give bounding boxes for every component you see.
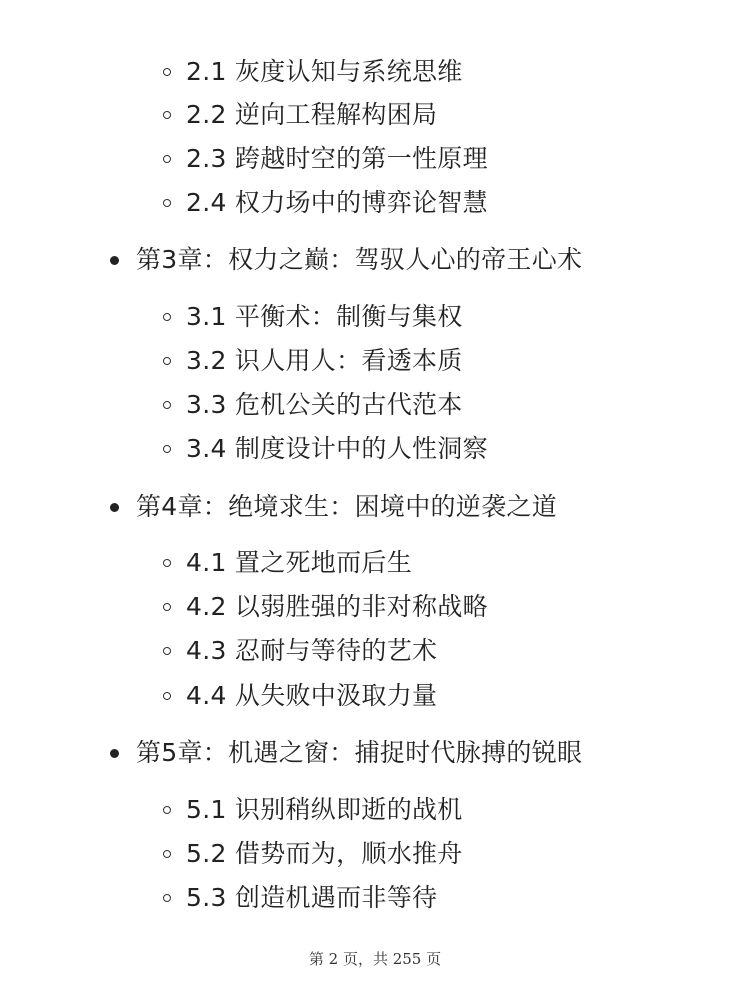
circle-bullet-icon xyxy=(163,111,171,119)
list-item xyxy=(163,139,488,179)
list-item xyxy=(163,676,437,716)
chapter-heading xyxy=(110,733,582,773)
circle-bullet-icon xyxy=(163,357,171,365)
list-item xyxy=(163,834,463,874)
list-item xyxy=(163,341,463,381)
toc-entry-label: 2.3 跨越时空的第一性原理 xyxy=(186,144,488,173)
list-item xyxy=(163,878,437,918)
circle-bullet-icon xyxy=(163,445,171,453)
list-item xyxy=(163,543,412,583)
circle-bullet-icon xyxy=(163,647,171,655)
toc-entry-label: 3.4 制度设计中的人性洞察 xyxy=(186,434,488,463)
toc-entry-label: 3.3 危机公关的古代范本 xyxy=(186,390,463,419)
disc-bullet-icon xyxy=(110,256,119,265)
toc-entry-label: 4.2 以弱胜强的非对称战略 xyxy=(186,592,488,621)
list-item xyxy=(163,790,463,830)
circle-bullet-icon xyxy=(163,199,171,207)
circle-bullet-icon xyxy=(163,850,171,858)
circle-bullet-icon xyxy=(163,401,171,409)
list-item xyxy=(163,587,488,627)
circle-bullet-icon xyxy=(163,68,171,76)
list-item xyxy=(163,429,488,469)
list-item xyxy=(163,183,488,223)
page-number-footer: 第 2 页，共 255 页 xyxy=(308,950,442,968)
chapter-heading xyxy=(110,240,582,280)
disc-bullet-icon xyxy=(110,749,119,758)
circle-bullet-icon xyxy=(163,692,171,700)
circle-bullet-icon xyxy=(163,313,171,321)
toc-entry-label: 4.4 从失败中汲取力量 xyxy=(186,681,438,710)
list-item xyxy=(163,297,463,337)
toc-entry-label: 5.3 创造机遇而非等待 xyxy=(186,883,438,912)
toc-chapter-label: 第4章：绝境求生：困境中的逆袭之道 xyxy=(136,492,558,521)
toc-entry-label: 3.1 平衡术：制衡与集权 xyxy=(186,302,463,331)
toc-entry-label: 5.1 识别稍纵即逝的战机 xyxy=(186,795,463,824)
circle-bullet-icon xyxy=(163,155,171,163)
toc-entry-label: 2.4 权力场中的博弈论智慧 xyxy=(186,188,488,217)
list-item xyxy=(163,385,463,425)
toc-entry-label: 4.1 置之死地而后生 xyxy=(186,548,413,577)
circle-bullet-icon xyxy=(163,603,171,611)
toc-chapter-label: 第3章：权力之巅：驾驭人心的帝王心术 xyxy=(136,245,583,274)
toc-entry-label: 5.2 借势而为，顺水推舟 xyxy=(186,839,463,868)
toc-entry-label: 2.1 灰度认知与系统思维 xyxy=(186,57,463,86)
chapter-heading xyxy=(110,487,557,527)
list-item xyxy=(163,631,437,671)
toc-entry-label: 2.2 逆向工程解构困局 xyxy=(186,100,438,129)
toc-chapter-label: 第5章：机遇之窗：捕捉时代脉搏的锐眼 xyxy=(136,738,583,767)
list-item xyxy=(163,52,463,92)
list-item xyxy=(163,95,437,135)
disc-bullet-icon xyxy=(110,503,119,512)
circle-bullet-icon xyxy=(163,806,171,814)
toc-entry-label: 4.3 忍耐与等待的艺术 xyxy=(186,636,438,665)
circle-bullet-icon xyxy=(163,894,171,902)
toc-entry-label: 3.2 识人用人：看透本质 xyxy=(186,346,463,375)
circle-bullet-icon xyxy=(163,559,171,567)
